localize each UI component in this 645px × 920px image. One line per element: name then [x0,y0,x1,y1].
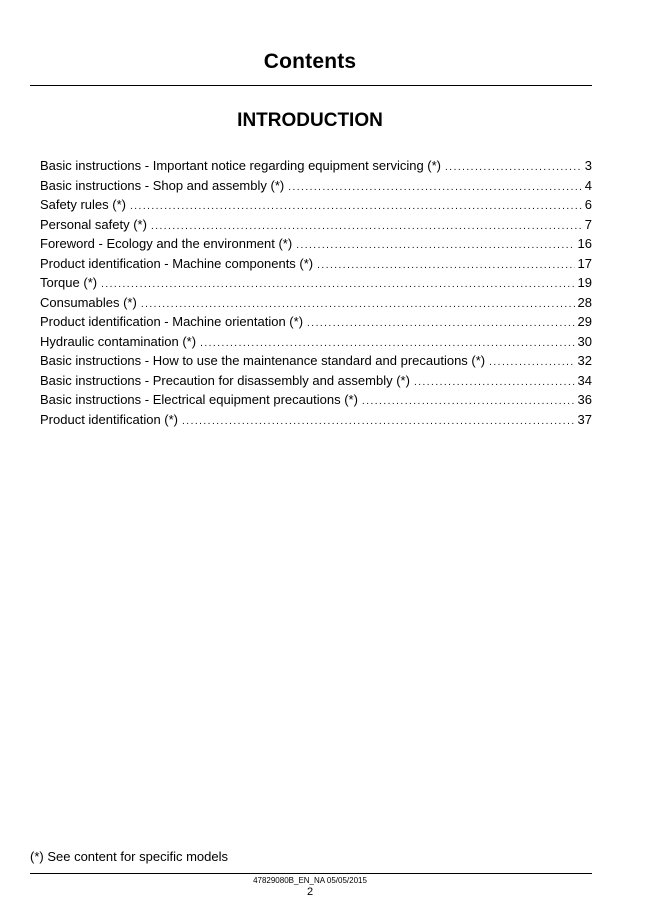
toc-entry-page: 4 [584,177,592,193]
page-title: Contents [263,50,357,73]
toc-entry[interactable] [40,217,592,237]
toc-entry[interactable] [40,236,592,256]
toc-entry-page: 36 [577,392,592,407]
toc-entry-title: Basic instructions - Electrical equipment precautions (*) [40,392,358,407]
toc-entry-title: Torque (*) [40,275,98,290]
toc-entry-page: 6 [584,197,592,212]
toc-entry-title: Product identification - Machine orientation (*) [40,314,304,329]
toc-dot-leader [317,260,574,271]
toc-entry-title: Personal safety (*) [40,216,147,232]
toc-entry-page: 37 [577,411,592,427]
toc-dot-leader [445,162,582,173]
toc-entry[interactable] [40,275,592,295]
toc-entry[interactable] [40,412,592,432]
toc-entry-page: 29 [577,314,592,329]
header-divider [30,85,592,86]
document-code: 47829080B_EN_NA 05/05/2015 [253,876,367,885]
toc-entry-title: Basic instructions - Important notice regarding equipment servicing (*) [40,158,442,173]
page-number: 2 [306,886,314,898]
footnote: (*) See content for specific models [30,849,228,864]
toc-entry[interactable] [40,314,592,334]
toc-entry-title: Product identification - Machine components (*) [40,255,314,271]
toc-entry-title: Basic instructions - Shop and assembly (*) [40,177,285,193]
toc-entry-page: 28 [577,294,592,310]
toc-dot-leader [141,299,575,310]
toc-entry-page: 7 [584,216,592,232]
toc-entry[interactable] [40,392,592,412]
table-of-contents [40,158,592,431]
toc-dot-leader [101,279,574,290]
toc-dot-leader [362,396,575,407]
toc-entry-page: 17 [577,255,592,271]
toc-dot-leader [414,377,575,388]
toc-dot-leader [489,357,574,368]
toc-dot-leader [182,416,575,427]
toc-dot-leader [288,182,582,193]
toc-entry[interactable] [40,295,592,315]
toc-dot-leader [130,201,582,212]
toc-entry[interactable] [40,178,592,198]
toc-dot-leader [296,240,574,251]
toc-entry[interactable] [40,256,592,276]
toc-dot-leader [151,221,582,232]
toc-entry-title: Product identification (*) [40,411,179,427]
toc-entry[interactable] [40,373,592,393]
toc-entry-page: 32 [577,353,592,368]
toc-entry-title: Hydraulic contamination (*) [40,333,197,349]
toc-entry-title: Foreword - Ecology and the environment (*) [40,236,293,251]
toc-entry-page: 16 [577,236,592,251]
toc-entry-page: 30 [577,333,592,349]
toc-dot-leader [200,338,574,349]
toc-entry[interactable] [40,353,592,373]
toc-entry-page: 3 [584,158,592,173]
toc-entry-page: 19 [577,275,592,290]
toc-entry-title: Safety rules (*) [40,197,126,212]
toc-entry[interactable] [40,334,592,354]
section-heading: INTRODUCTION [237,110,383,131]
toc-entry-page: 34 [577,372,592,388]
toc-entry-title: Basic instructions - How to use the maintenance standard and precautions (*) [40,353,486,368]
toc-entry-title: Basic instructions - Precaution for disassembly and assembly (*) [40,372,410,388]
footer-divider [30,873,592,874]
toc-entry-title: Consumables (*) [40,294,137,310]
toc-entry[interactable] [40,197,592,217]
toc-dot-leader [307,318,575,329]
toc-entry[interactable] [40,158,592,178]
